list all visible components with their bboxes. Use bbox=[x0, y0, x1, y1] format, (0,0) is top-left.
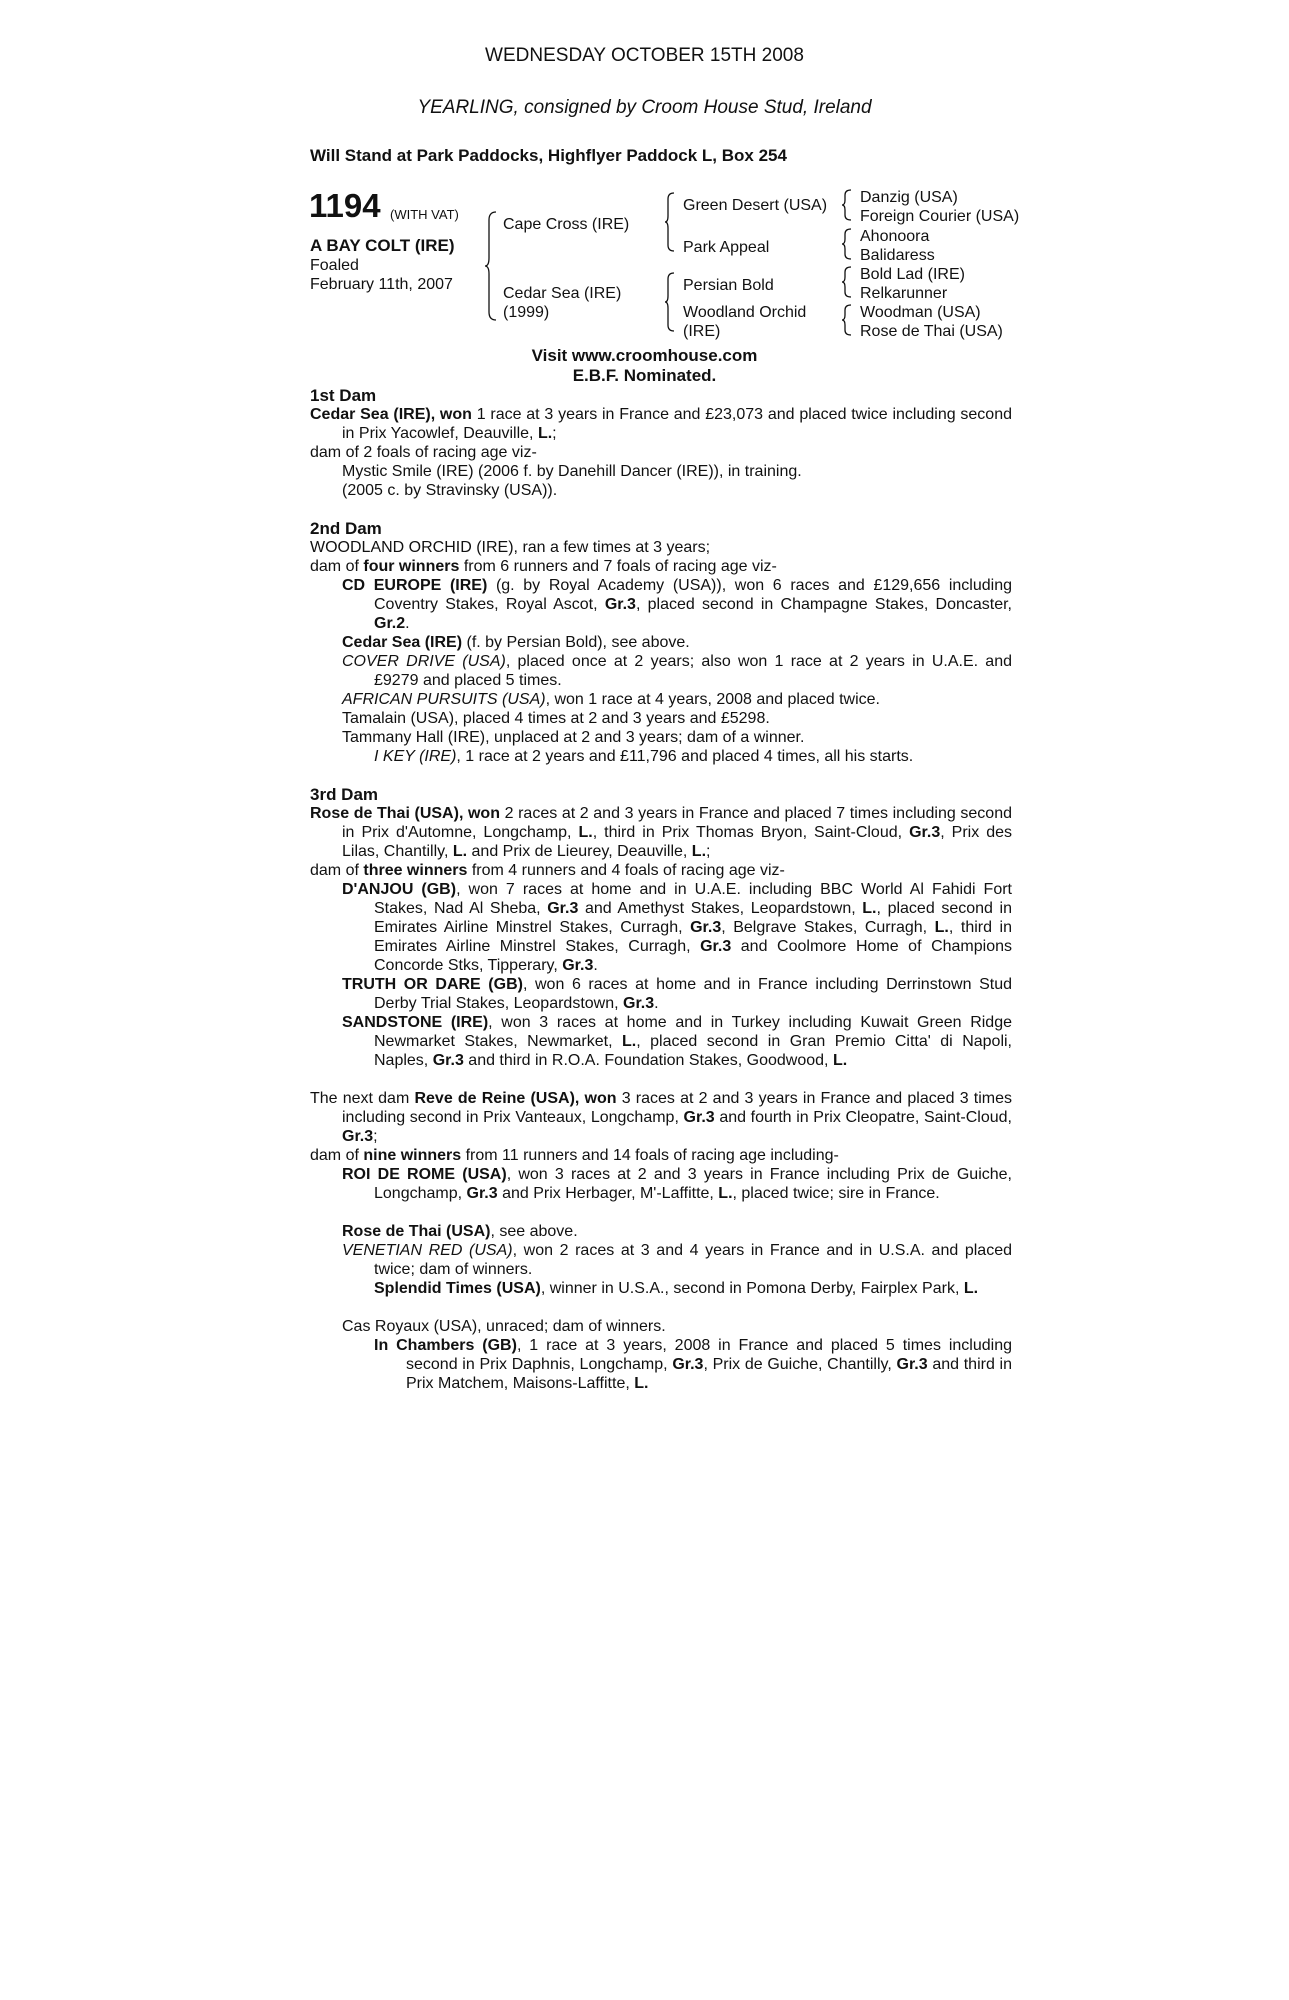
pedigree-dam-dam: Woodland Orchid bbox=[683, 304, 807, 321]
progeny-entry: COVER DRIVE (USA), placed once at 2 years; also won 1 race at 2 years in U.A.E. and £9279 and placed 5 times. bbox=[342, 653, 1012, 689]
sale-date: WEDNESDAY OCTOBER 15TH 2008 bbox=[485, 45, 804, 66]
third-dam-heading: 3rd Dam bbox=[310, 785, 379, 804]
pedigree-dam-sire: Persian Bold bbox=[683, 277, 774, 294]
website-link[interactable]: Visit www.croomhouse.com bbox=[531, 346, 758, 365]
lot-name: A BAY COLT (IRE) bbox=[310, 236, 455, 255]
pedigree-ssd: Foreign Courier (USA) bbox=[860, 208, 1020, 225]
foal-entry: (2005 c. by Stravinsky (USA)). bbox=[342, 482, 558, 499]
pedigree-brace-dd bbox=[841, 303, 853, 337]
second-dam-intro: WOODLAND ORCHID (IRE), ran a few times at 3 years; bbox=[310, 539, 711, 556]
next-dam-dam-of: dam of nine winners from 11 runners and 14 foals of racing age including- bbox=[310, 1147, 839, 1164]
pedigree-sire-dam: Park Appeal bbox=[683, 239, 770, 256]
next-dam-record: The next dam Reve de Reine (USA), won 3 races at 2 and 3 years in France and placed 3 times including second in Prix Vanteaux, Longchamp, Gr.3 and fourth in Prix Cleopatre, Saint-Cloud, Gr.3; bbox=[310, 1090, 1013, 1145]
progeny-entry: CD EUROPE (IRE) (g. by Royal Academy (USA)), won 6 races and £129,656 including Coventry Stakes, Royal Ascot, Gr.3, placed second in Champagne Stakes, Doncaster, Gr.2. bbox=[342, 577, 1013, 632]
pedigree-sire: Cape Cross (IRE) bbox=[503, 216, 630, 233]
second-dam-heading: 2nd Dam bbox=[310, 519, 382, 538]
progeny-entry: Cas Royaux (USA), unraced; dam of winners. bbox=[342, 1318, 666, 1335]
progeny-entry: ROI DE ROME (USA), won 3 races at 2 and 3 years in France including Prix de Guiche, Longchamp, Gr.3 and Prix Herbager, M'-Laffitte, L., placed twice; sire in France. bbox=[342, 1166, 1012, 1202]
progeny-entry: VENETIAN RED (USA), won 2 races at 3 and 4 years in France and in U.S.A. and placed twice; dam of winners. bbox=[342, 1242, 1012, 1278]
pedigree-sss: Danzig (USA) bbox=[860, 189, 958, 206]
pedigree-ddd: Rose de Thai (USA) bbox=[860, 323, 1003, 340]
pedigree-sire-sire: Green Desert (USA) bbox=[683, 197, 828, 214]
first-dam-heading: 1st Dam bbox=[310, 386, 377, 405]
third-dam-record: Rose de Thai (USA), won 2 races at 2 and 3 years in France and placed 7 times including second in Prix d'Automne, Longchamp, L., third in Prix Thomas Bryon, Saint-Cloud, Gr.3, Prix des Lilas, Chantilly, L. and Prix de Lieurey, Deauville, L.; bbox=[310, 805, 1013, 860]
pedigree-brace-sd bbox=[841, 227, 853, 261]
pedigree-brace-sire bbox=[664, 191, 676, 253]
pedigree-brace-ds bbox=[841, 265, 853, 299]
pedigree-brace-ss bbox=[841, 188, 853, 222]
progeny-entry: Tamalain (USA), placed 4 times at 2 and 3 years and £5298. bbox=[342, 710, 770, 727]
progeny-entry: TRUTH OR DARE (GB), won 6 races at home and in France including Derrinstown Stud Derby Trial Stakes, Leopardstown, Gr.3. bbox=[342, 976, 1012, 1012]
first-dam-dam-of: dam of 2 foals of racing age viz- bbox=[310, 444, 537, 461]
ebf-note: E.B.F. Nominated. bbox=[572, 366, 717, 385]
foaled-label: Foaled bbox=[310, 257, 359, 274]
foaled-date: February 11th, 2007 bbox=[310, 276, 453, 293]
progeny-entry: D'ANJOU (GB), won 7 races at home and in U.A.E. including BBC World Al Fahidi Fort Stakes, Nad Al Sheba, Gr.3 and Amethyst Stakes, Leopardstown, L., placed second in Emirates Airline Minstrel Stakes, Curragh, Gr.3, Belgrave Stakes, Curragh, L., third in Emirates Airline Minstrel Stakes, Curragh, Gr.3 and Coolmore Home of Champions Concorde Stks, Tipperary, Gr.3. bbox=[342, 881, 1013, 974]
pedigree-dam: Cedar Sea (IRE) bbox=[503, 285, 622, 302]
vat-note: (WITH VAT) bbox=[390, 207, 459, 222]
consignor-line: YEARLING, consigned by Croom House Stud, Ireland bbox=[417, 97, 872, 118]
third-dam-dam-of: dam of three winners from 4 runners and 4 foals of racing age viz- bbox=[310, 862, 785, 879]
progeny-entry: I KEY (IRE), 1 race at 2 years and £11,796 and placed 4 times, all his starts. bbox=[374, 748, 914, 765]
progeny-entry: In Chambers (GB), 1 race at 3 years, 2008 in France and placed 5 times including second in Prix Daphnis, Longchamp, Gr.3, Prix de Guiche, Chantilly, Gr.3 and third in Prix Matchem, Maisons-Laffitte, L. bbox=[374, 1337, 1013, 1392]
pedigree-dam-year: (1999) bbox=[503, 304, 550, 321]
progeny-entry: SANDSTONE (IRE), won 3 races at home and in Turkey including Kuwait Green Ridge Newmarket Stakes, Newmarket, L., placed second in Gran Premio Citta' di Napoli, Naples, Gr.3 and third in R.O.A. Foundation Stakes, Goodwood, L. bbox=[342, 1014, 1013, 1069]
progeny-entry: Cedar Sea (IRE) (f. by Persian Bold), see above. bbox=[342, 634, 690, 651]
first-dam-record: Cedar Sea (IRE), won 1 race at 3 years in France and £23,073 and placed twice including second in Prix Yacowlef, Deauville, L.; bbox=[310, 406, 1012, 442]
progeny-entry: Rose de Thai (USA), see above. bbox=[342, 1223, 578, 1240]
pedigree-dds: Woodman (USA) bbox=[860, 304, 981, 321]
pedigree-brace-dam bbox=[664, 271, 676, 333]
lot-number: 1194 bbox=[309, 187, 381, 224]
pedigree-sds: Ahonoora bbox=[860, 228, 930, 245]
second-dam-dam-of: dam of four winners from 6 runners and 7 foals of racing age viz- bbox=[310, 558, 777, 575]
progeny-entry: AFRICAN PURSUITS (USA), won 1 race at 4 years, 2008 and placed twice. bbox=[342, 691, 880, 708]
progeny-entry: Tammany Hall (IRE), unplaced at 2 and 3 years; dam of a winner. bbox=[342, 729, 805, 746]
stand-location: Will Stand at Park Paddocks, Highflyer Paddock L, Box 254 bbox=[310, 146, 787, 165]
pedigree-dsd: Relkarunner bbox=[860, 285, 948, 302]
pedigree-sdd: Balidaress bbox=[860, 247, 935, 264]
pedigree-dss: Bold Lad (IRE) bbox=[860, 266, 965, 283]
pedigree-brace-main bbox=[484, 210, 498, 322]
foal-entry: Mystic Smile (IRE) (2006 f. by Danehill Dancer (IRE)), in training. bbox=[342, 463, 802, 480]
pedigree-dam-dam-suffix: (IRE) bbox=[683, 323, 721, 340]
progeny-entry: Splendid Times (USA), winner in U.S.A., second in Pomona Derby, Fairplex Park, L. bbox=[374, 1280, 979, 1297]
